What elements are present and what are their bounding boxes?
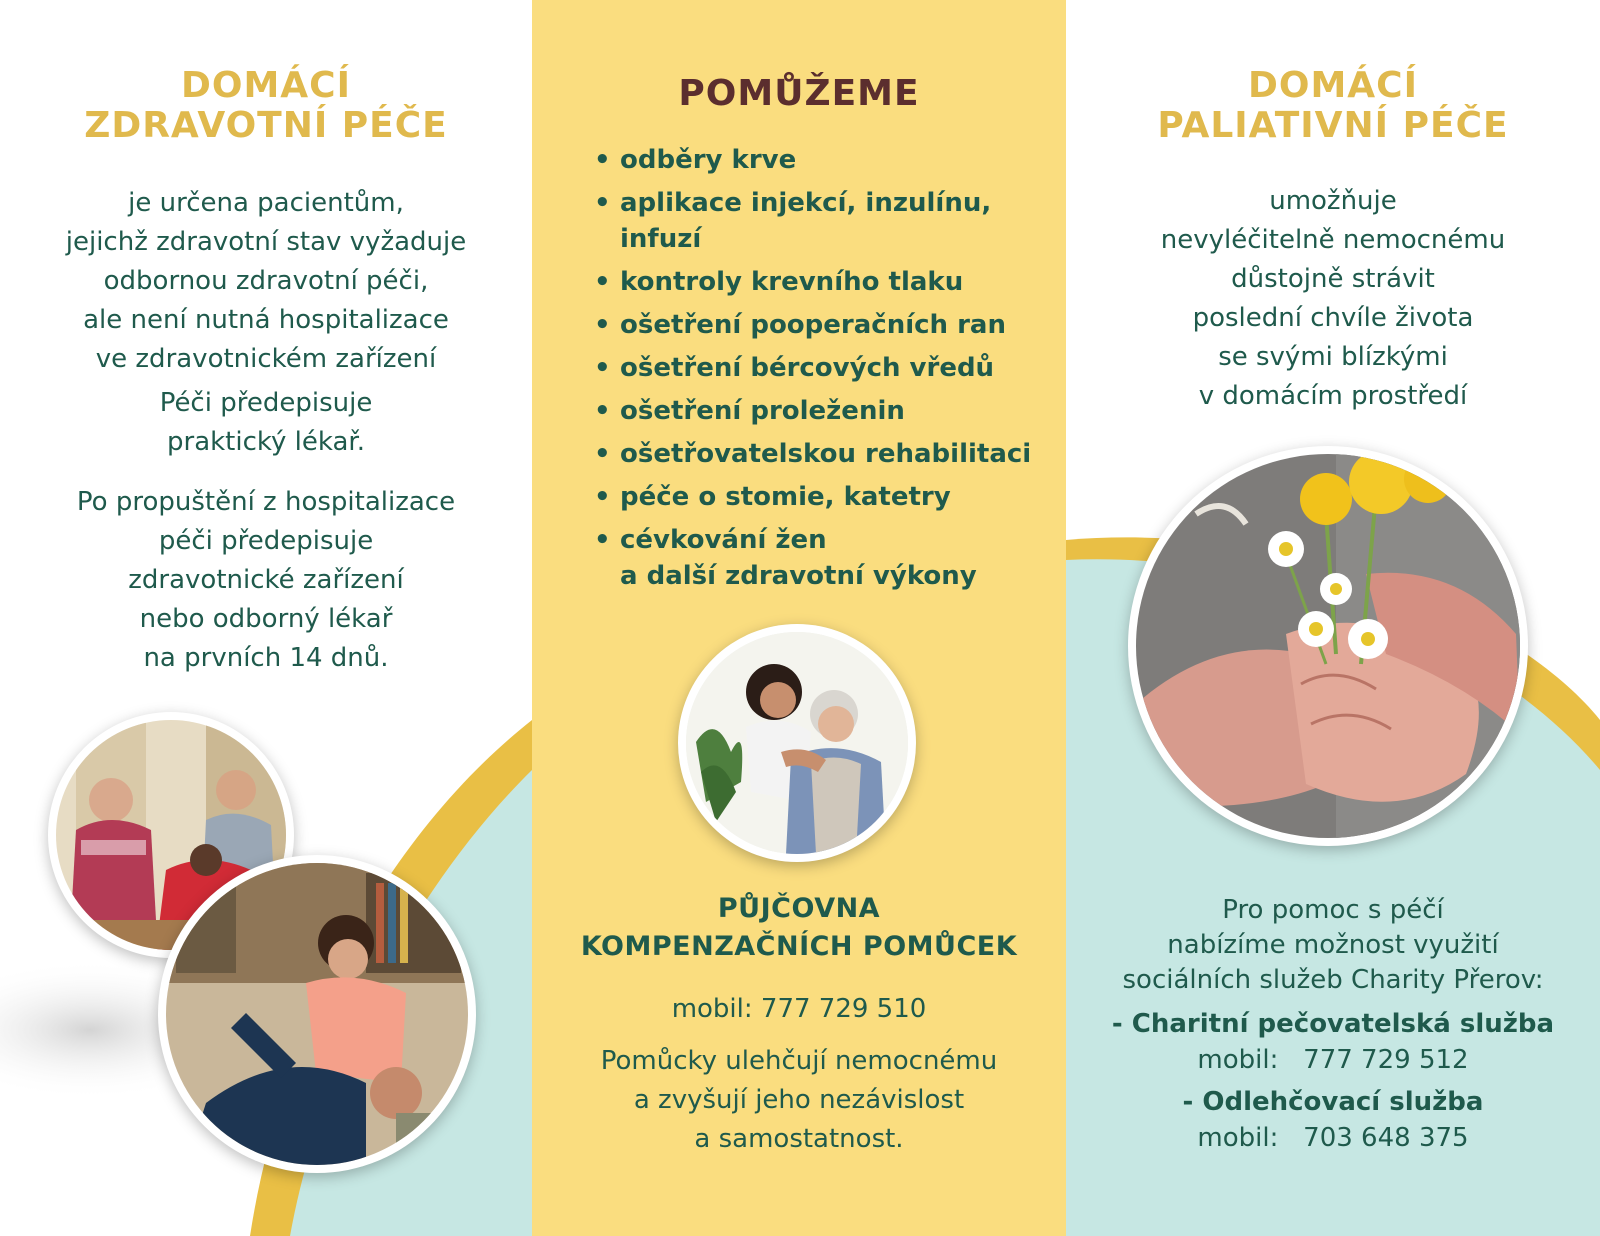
list-item (594, 479, 1031, 515)
bullet-dot-icon: • (594, 145, 611, 175)
right-intro-line: umožňuje (1269, 186, 1397, 216)
right-heading-line-1: DOMÁCÍ (1248, 65, 1418, 106)
service-text: ošetření proleženin (620, 396, 905, 426)
left-after-hospital-line: nebo odborný lékař (139, 604, 393, 634)
services-list (594, 142, 1031, 601)
right-help-line: Pro pomoc s péčí (1222, 895, 1444, 925)
rental-text-line: a zvyšují jeho nezávislost (633, 1085, 965, 1115)
social-service-name: - Charitní pečovatelská služba (1111, 1009, 1555, 1039)
right-intro-line: poslední chvíle života (1192, 303, 1474, 333)
social-service-2 (1066, 1084, 1600, 1156)
photo-rehabilitation (158, 855, 476, 1173)
photo-hands-flowers (1128, 446, 1528, 846)
bullet-dot-icon: • (594, 267, 611, 297)
right-heading-line-2: PALIATIVNÍ PÉČE (1157, 105, 1509, 146)
right-intro-line: v domácím prostředí (1198, 381, 1468, 411)
bullet-dot-icon: • (594, 525, 611, 555)
left-after-hospital-line: na prvních 14 dnů. (143, 643, 389, 673)
left-prescription-line: praktický lékař. (167, 427, 365, 457)
mobile-label: mobil: (1197, 1045, 1279, 1075)
service-text: cévkování žen (620, 525, 827, 555)
photo-rehabilitation-image (166, 863, 468, 1165)
left-prescription-line: Péči předepisuje (159, 388, 373, 418)
right-intro (1066, 182, 1600, 416)
mobile-number: 703 648 375 (1303, 1123, 1469, 1153)
mobile-number: 777 729 512 (1303, 1045, 1469, 1075)
list-item (594, 393, 1031, 429)
service-text: ošetření pooperačních ran (620, 310, 1006, 340)
left-panel-home-health-care (0, 0, 532, 1236)
bullet-dot-icon: • (594, 353, 611, 383)
right-panel-palliative-care (1066, 0, 1600, 1236)
right-heading (1066, 66, 1600, 146)
photo-caregiver-senior (678, 624, 916, 862)
bullet-dot-icon: • (594, 310, 611, 340)
list-item (594, 436, 1031, 472)
left-intro-line: je určena pacientům, (128, 188, 404, 218)
left-intro (0, 184, 532, 379)
left-intro-line: ve zdravotnickém zařízení (95, 344, 437, 374)
left-after-hospital-line: Po propuštění z hospitalizace (76, 487, 456, 517)
left-prescription (0, 384, 532, 462)
left-after-hospital-line: zdravotnické zařízení (128, 565, 404, 595)
right-help-line: sociálních služeb Charity Přerov: (1122, 965, 1544, 995)
bullet-dot-icon: • (594, 482, 611, 512)
service-text: ošetřovatelskou rehabilitaci (620, 439, 1032, 469)
bullet-dot-icon: • (594, 396, 611, 426)
right-help-text (1066, 893, 1600, 998)
left-after-hospital-line: péči předepisuje (158, 526, 374, 556)
right-intro-line: se svými blízkými (1218, 342, 1448, 372)
service-text: kontroly krevního tlaku (620, 267, 964, 297)
list-item (594, 142, 1031, 178)
rental-heading-line-1: PŮJČOVNA (717, 893, 881, 924)
rental-heading-line-2: KOMPENZAČNÍCH POMŮCEK (580, 931, 1018, 962)
social-service-phone (1066, 1120, 1600, 1156)
photo-caregiver-senior-image (686, 632, 908, 854)
middle-heading: POMŮŽEME (678, 73, 920, 114)
left-heading-line-2: ZDRAVOTNÍ PÉČE (84, 105, 448, 146)
list-item (594, 264, 1031, 300)
list-item (594, 350, 1031, 386)
rental-heading (532, 890, 1066, 966)
social-service-1 (1066, 1006, 1600, 1078)
rental-text-line: Pomůcky ulehčují nemocnému (600, 1046, 998, 1076)
social-service-phone (1066, 1042, 1600, 1078)
bullet-dot-icon: • (594, 188, 611, 218)
mobile-label: mobil: (1197, 1123, 1279, 1153)
right-intro-line: důstojně strávit (1231, 264, 1435, 294)
service-text-continued: a další zdravotní výkony (620, 561, 977, 591)
rental-text (532, 1042, 1066, 1159)
service-text-continued: infuzí (620, 224, 702, 254)
right-intro-line: nevyléčitelně nemocnému (1160, 225, 1506, 255)
left-intro-line: odbornou zdravotní péči, (103, 266, 429, 296)
service-text: ošetření bércových vředů (620, 353, 995, 383)
social-service-name: - Odlehčovací služba (1182, 1087, 1484, 1117)
rental-mobile: mobil: 777 729 510 (671, 994, 927, 1024)
list-item (594, 185, 1031, 257)
rental-text-line: a samostatnost. (694, 1124, 904, 1154)
bullet-dot-icon: • (594, 439, 611, 469)
middle-panel-services (532, 0, 1066, 1236)
service-text: odběry krve (620, 145, 797, 175)
service-text: aplikace injekcí, inzulínu, (620, 188, 992, 218)
left-after-hospital (0, 483, 532, 678)
list-item (594, 307, 1031, 343)
left-intro-line: ale není nutná hospitalizace (83, 305, 449, 335)
photo-hands-flowers-image (1136, 454, 1520, 838)
service-text: péče o stomie, katetry (620, 482, 951, 512)
left-intro-line: jejichž zdravotní stav vyžaduje (65, 227, 467, 257)
left-heading (0, 66, 532, 146)
left-heading-line-1: DOMÁCÍ (181, 65, 351, 106)
right-help-line: nabízíme možnost využití (1167, 930, 1499, 960)
list-item (594, 522, 1031, 594)
